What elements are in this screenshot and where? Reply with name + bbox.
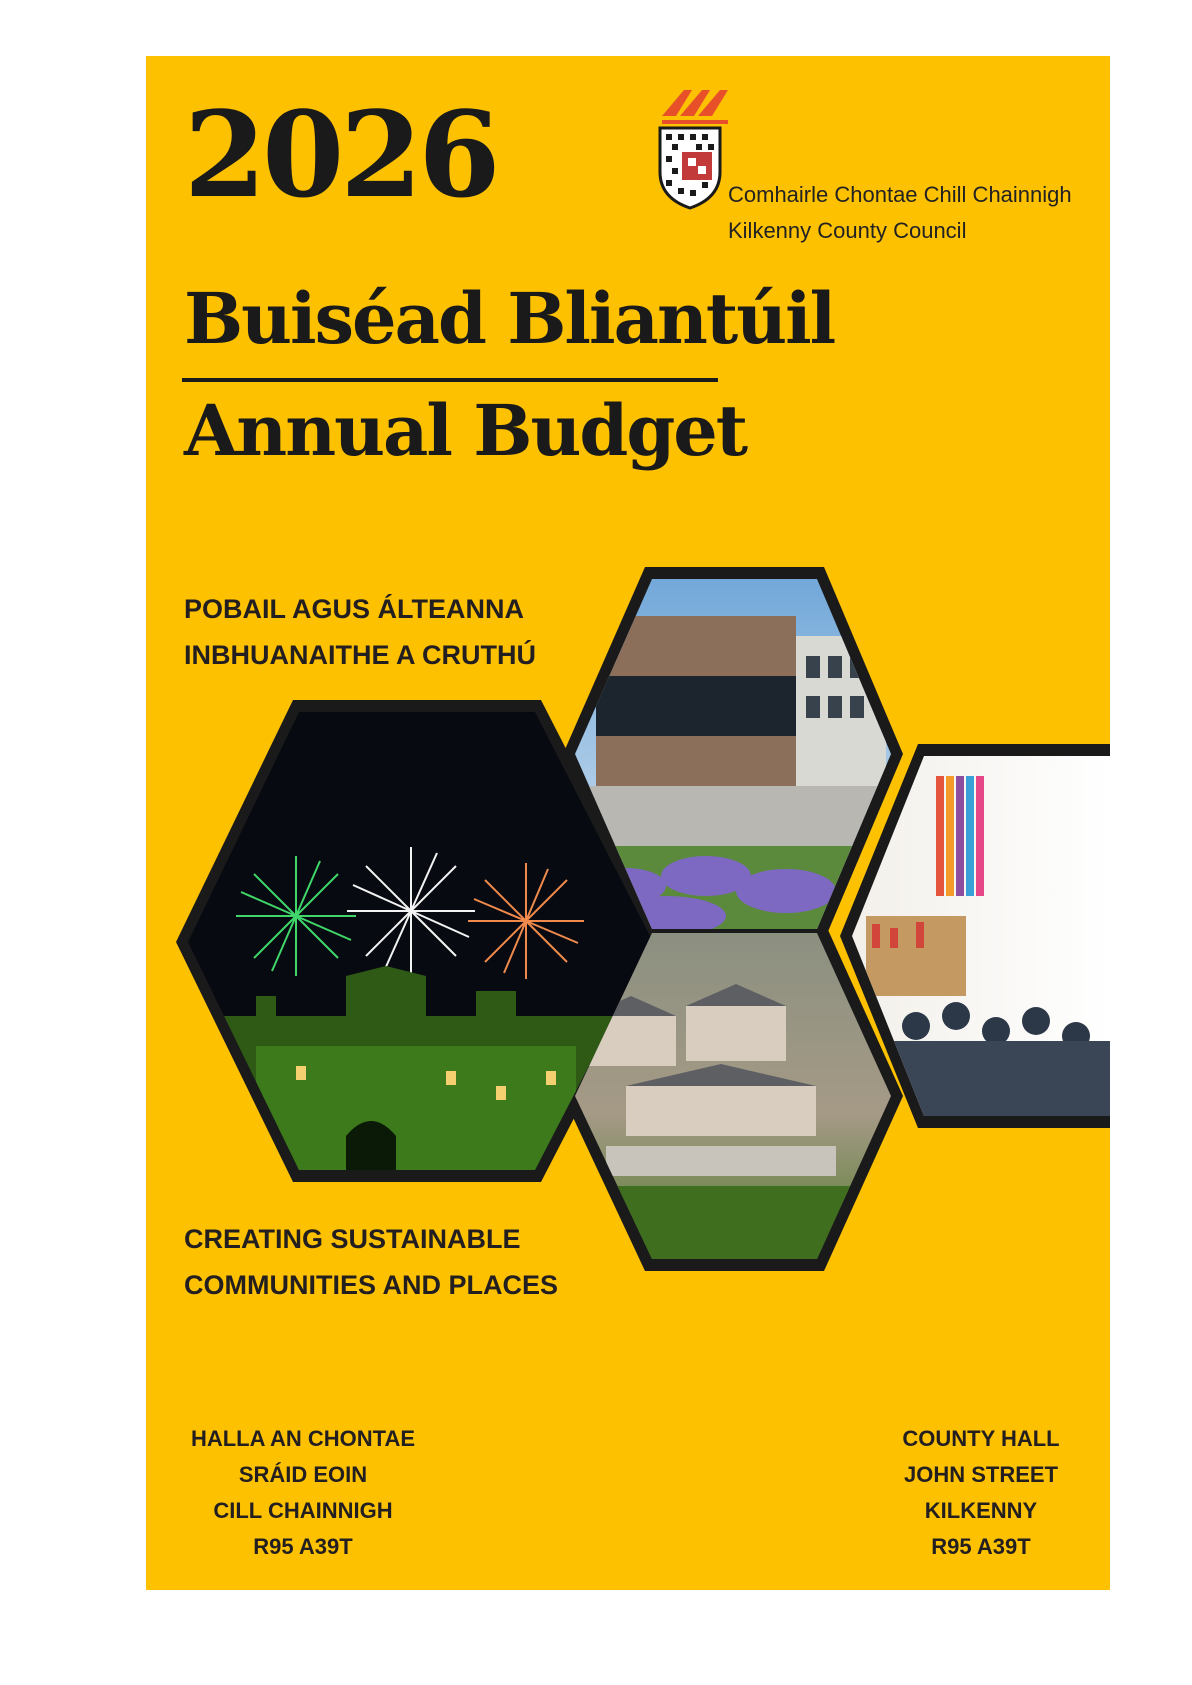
tagline-irish: POBAIL AGUS ÁLTEANNA INBHUANAITHE A CRUTHÚ xyxy=(184,594,536,670)
title-irish: Buiséad Bliantúil xyxy=(184,277,835,360)
photo-hexagon-collage xyxy=(146,56,1110,1590)
address-english: COUNTY HALL JOHN STREET KILKENNY R95 A39T xyxy=(902,1426,1060,1559)
council-name-english: Kilkenny County Council xyxy=(728,218,967,243)
budget-cover xyxy=(146,56,1110,1590)
tagline-english: CREATING SUSTAINABLE COMMUNITIES AND PLACES xyxy=(184,1224,559,1300)
title-english: Annual Budget xyxy=(184,389,747,472)
address-irish: HALLA AN CHONTAE SRÁID EOIN CILL CHAINNIGH R95 A39T xyxy=(190,1426,416,1559)
cover-year: 2026 xyxy=(184,85,497,224)
council-name-irish: Comhairle Chontae Chill Chainnigh xyxy=(728,182,1072,207)
